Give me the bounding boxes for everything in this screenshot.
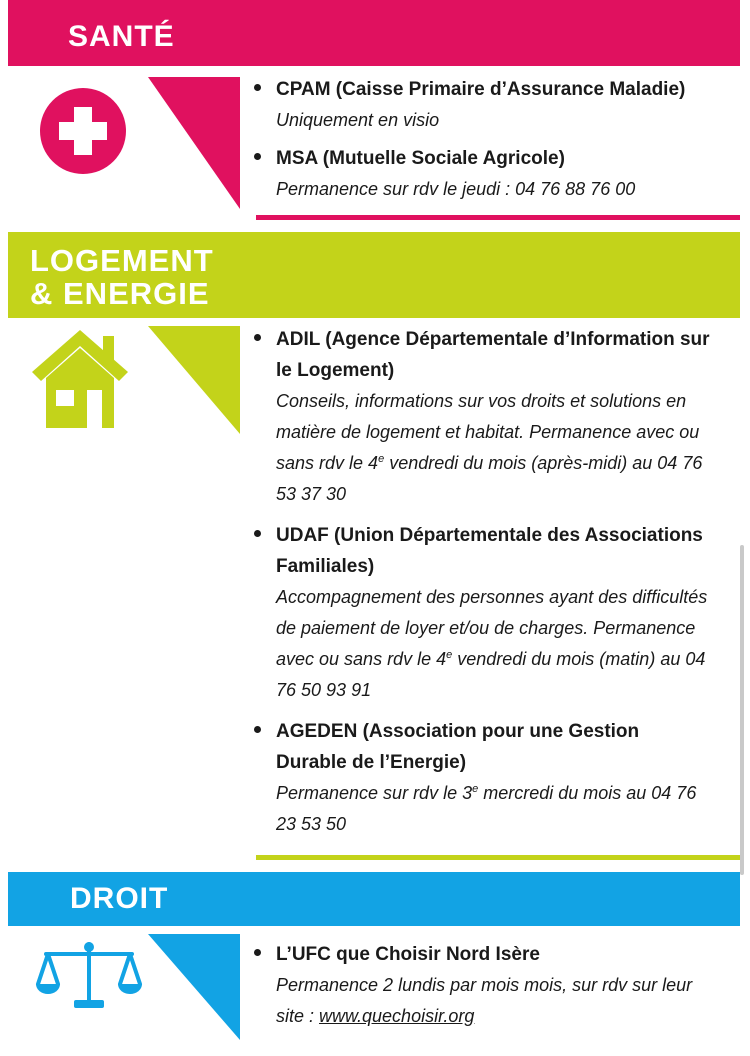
list-sante (254, 74, 714, 205)
section-header-logement (8, 232, 740, 318)
medical-cross-icon (38, 86, 128, 176)
list-item (254, 143, 714, 205)
section-title-line-2: & ENERGIE (30, 276, 210, 311)
org-description: Permanence sur rdv le jeudi : 04 76 88 76 00 (276, 179, 636, 199)
org-description: Conseils, informations sur vos droits et solutions en matière de logement et habitat. Permanence avec ou sans rdv le 4e vendredi du mois (après-midi) au 04 76 53 37 30 (276, 391, 703, 504)
divider-sante (256, 215, 740, 220)
scrollbar[interactable] (740, 545, 744, 875)
accent-triangle-sante (148, 77, 240, 209)
scales-of-justice-icon (34, 940, 144, 1012)
list-logement (254, 324, 714, 840)
house-icon (30, 326, 130, 430)
list-item (254, 520, 714, 706)
section-header-sante (8, 0, 740, 66)
section-title-droit: DROIT (70, 882, 169, 915)
org-description: Uniquement en visio (276, 110, 440, 130)
org-description: Permanence 2 lundis par mois mois, sur rdv sur leur site : www.quechoisir.org (276, 975, 693, 1026)
divider-logement (256, 855, 740, 860)
list-droit (254, 939, 714, 1032)
org-name: ADIL (Agence Départementale d’Information sur le Logement) (276, 329, 710, 381)
org-name: UDAF (Union Départementale des Associations Familiales) (276, 525, 703, 577)
list-item (254, 324, 714, 510)
section-header-droit (8, 872, 740, 926)
org-name: CPAM (Caisse Primaire d’Assurance Maladie) (276, 79, 686, 100)
accent-triangle-logement (148, 326, 240, 434)
website-link[interactable]: www.quechoisir.org (319, 1006, 475, 1026)
list-item (254, 939, 714, 1032)
section-title-line-1: LOGEMENT (30, 243, 214, 278)
page (8, 0, 740, 1056)
section-title-sante: SANTÉ (68, 20, 175, 53)
section-title-logement (30, 244, 214, 310)
list-item (254, 74, 714, 136)
org-description: Permanence sur rdv le 3e mercredi du mois au 04 76 23 53 50 (276, 783, 697, 834)
org-name: MSA (Mutuelle Sociale Agricole) (276, 148, 565, 169)
list-item (254, 716, 714, 840)
org-name: AGEDEN (Association pour une Gestion Durable de l’Energie) (276, 721, 640, 773)
org-name: L’UFC que Choisir Nord Isère (276, 944, 540, 965)
org-description: Accompagnement des personnes ayant des difficultés de paiement de loyer et/ou de charges. Permanence avec ou sans rdv le 4e vendredi du mois (matin) au 04 76 50 93 91 (276, 587, 708, 700)
accent-triangle-droit (148, 934, 240, 1040)
